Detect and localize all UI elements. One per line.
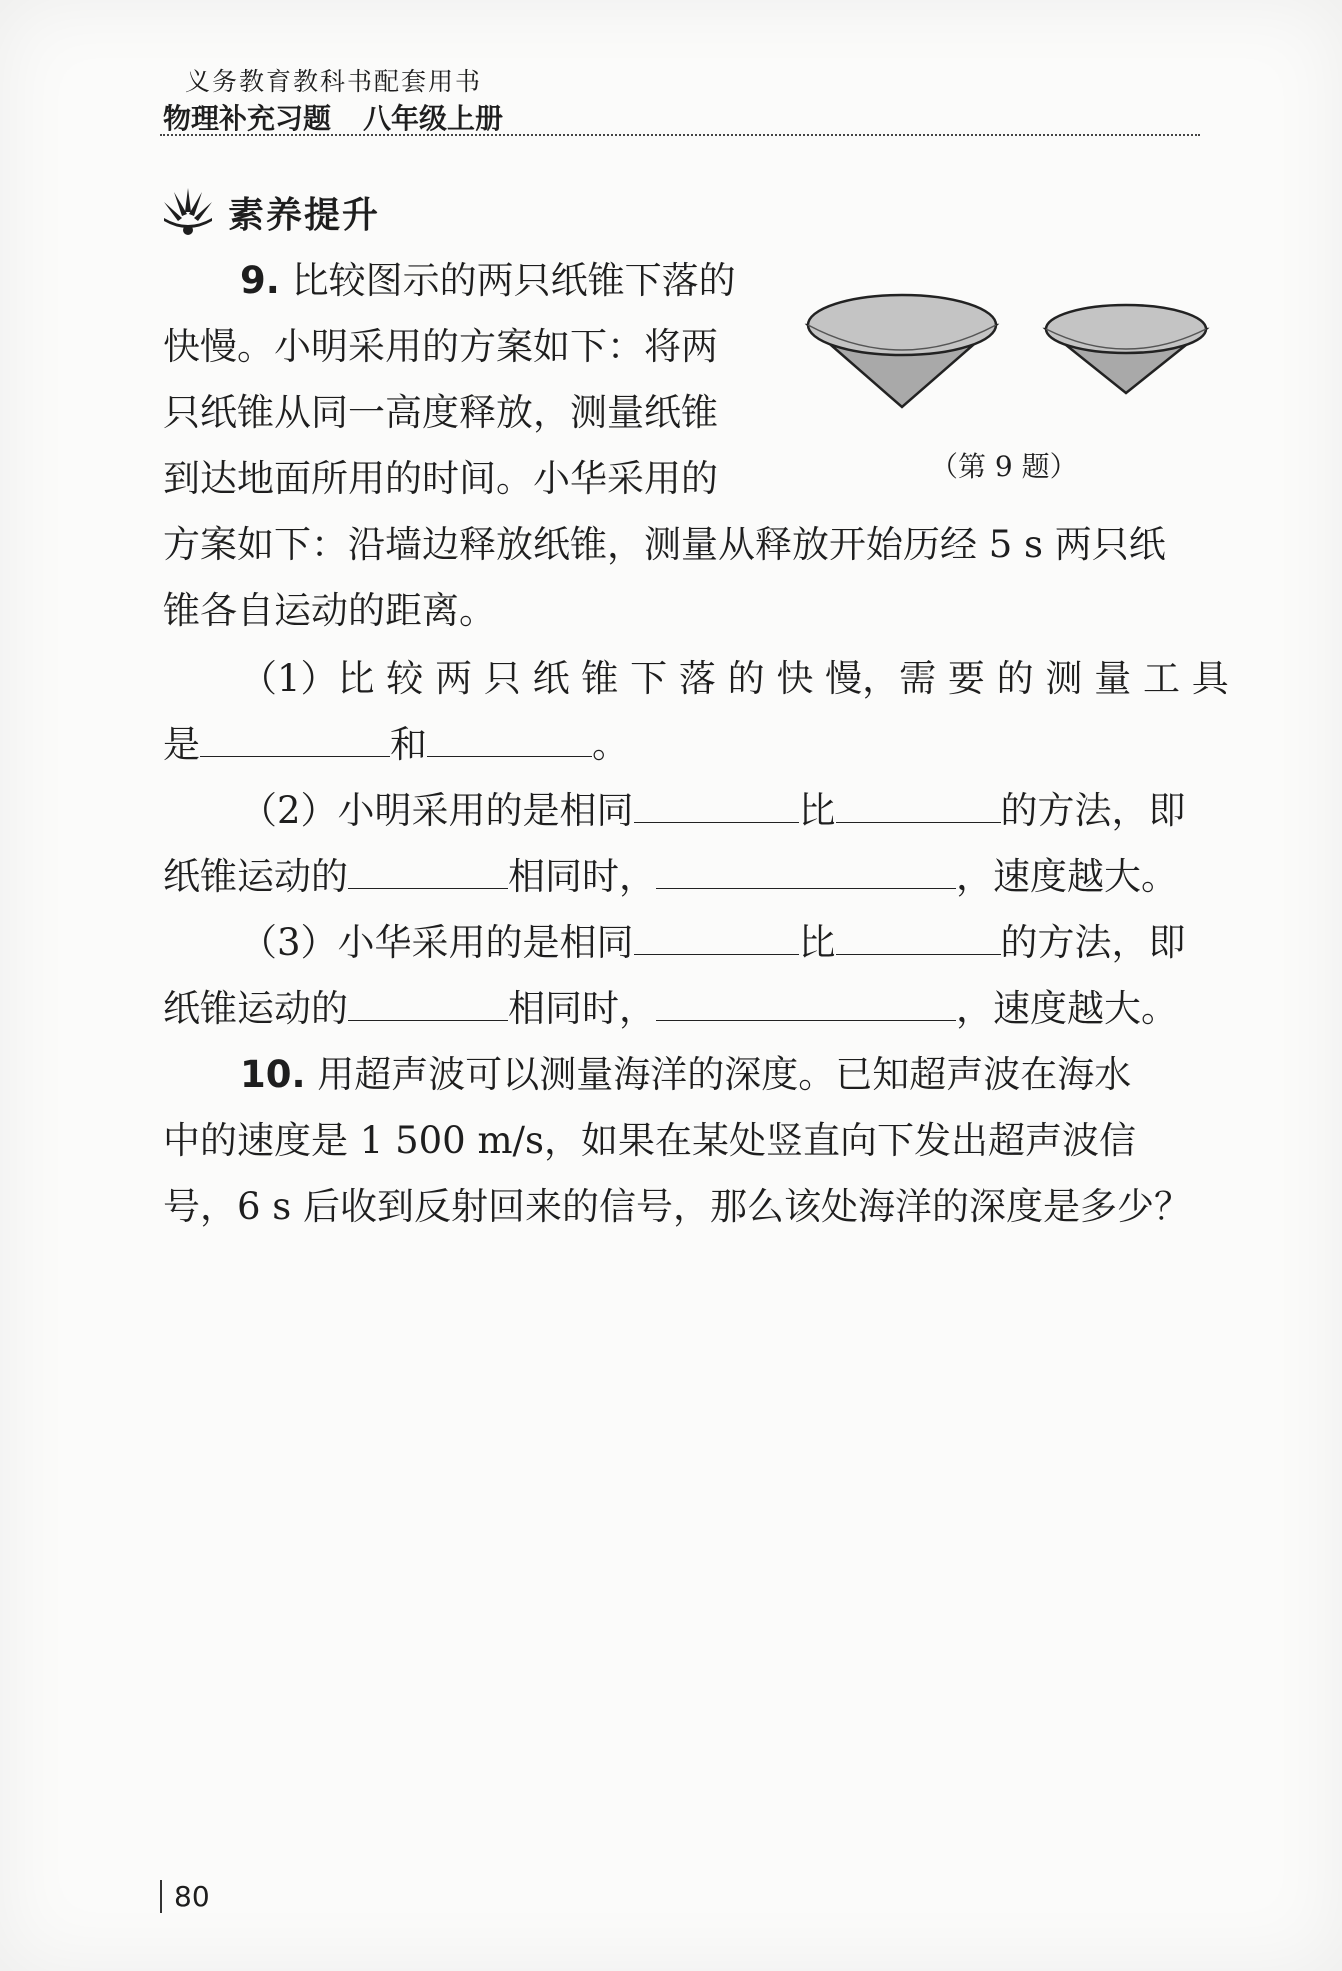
q10-line-2: 中的速度是 1 500 m/s，如果在某处竖直向下发出超声波信 xyxy=(163,1119,1136,1162)
figure-caption: （第 9 题） xyxy=(930,450,1078,483)
q9-part3-line-1: （3）小华采用的是相同 比 的方法，即 xyxy=(240,921,1186,964)
page-number: 80 xyxy=(160,1880,210,1913)
paper-cones-figure xyxy=(800,285,1210,415)
q9-number: 9. xyxy=(240,259,280,302)
answer-blank[interactable] xyxy=(656,858,956,889)
grade-label: 八年级上册 xyxy=(363,102,504,135)
q9-part2-line-2: 纸锥运动的 相同时， ，速度越大。 xyxy=(163,855,1178,898)
answer-blank[interactable] xyxy=(836,792,1001,823)
q10-line-1: 10. 用超声波可以测量海洋的深度。已知超声波在海水 xyxy=(240,1053,1132,1096)
answer-blank[interactable] xyxy=(634,924,799,955)
answer-blank[interactable] xyxy=(348,990,508,1021)
q9-line-6: 锥各自运动的距离。 xyxy=(163,589,496,632)
q10-line-3: 号，6 s 后收到反射回来的信号，那么该处海洋的深度是多少？ xyxy=(163,1185,1192,1228)
answer-blank[interactable] xyxy=(836,924,1001,955)
q9-line-3: 只纸锥从同一高度释放，测量纸锥 xyxy=(163,391,718,434)
book-name: 物理补充习题 xyxy=(163,102,332,135)
series-title: 义务教育教科书配套用书 xyxy=(185,67,483,96)
q9-part1-line-1: （1）比 较 两 只 纸 锥 下 落 的 快 慢，需 要 的 测 量 工 具 xyxy=(240,657,1229,700)
q9-part1-line-2: 是 和 。 xyxy=(163,723,629,766)
q9-line-5: 方案如下：沿墙边释放纸锥，测量从释放开始历经 5 s 两只纸 xyxy=(163,523,1166,566)
answer-blank[interactable] xyxy=(427,726,592,757)
q9-part2-line-1: （2）小明采用的是相同 比 的方法，即 xyxy=(240,789,1186,832)
q9-line-4: 到达地面所用的时间。小华采用的 xyxy=(163,457,718,500)
flower-icon xyxy=(160,182,216,238)
answer-blank[interactable] xyxy=(634,792,799,823)
q9-part3-line-2: 纸锥运动的 相同时， ，速度越大。 xyxy=(163,987,1178,1030)
section-title: 素养提升 xyxy=(228,195,381,236)
answer-blank[interactable] xyxy=(348,858,508,889)
book-title xyxy=(163,97,503,137)
answer-blank[interactable] xyxy=(200,726,390,757)
large-cone xyxy=(808,295,996,407)
answer-blank[interactable] xyxy=(656,990,956,1021)
q9-line-2: 快慢。小明采用的方案如下：将两 xyxy=(163,325,718,368)
small-cone xyxy=(1046,305,1206,393)
q9-line-1: 9. 比较图示的两只纸锥下落的 xyxy=(240,259,736,302)
header-divider xyxy=(160,134,1200,136)
q10-number: 10. xyxy=(240,1053,306,1096)
